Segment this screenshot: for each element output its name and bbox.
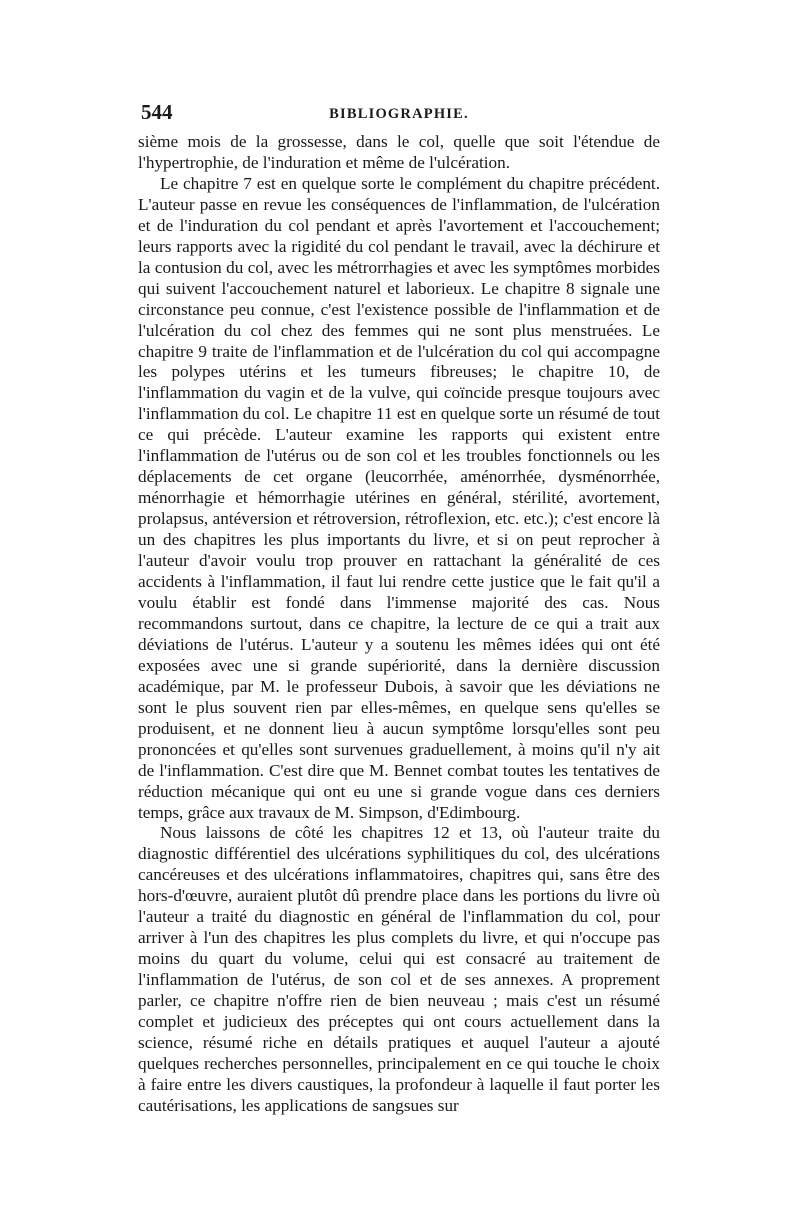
paragraph-chapters-7-11: Le chapitre 7 est en quelque sorte le complément du chapitre précédent. L'auteur passe en revue les conséquences de l'inflammation, de l'ulcération et de l'induration du col pendant et après l'avortement et l'accouchement; leurs rapports avec la rigidité du col pendant le travail, avec la déchirure et la contusion du col, avec les métrorrhagies et avec les symptômes morbides qui suivent l'accouchement naturel et laborieux. Le chapitre 8 signale une circonstance peu connue, c'est l'existence possible de l'inflammation et de l'ulcération du col chez des femmes qui ne sont plus menstruées. Le chapitre 9 traite de l'inflammation et de l'ulcération du col qui accompagne les polypes utérins et les tumeurs fibreuses; le chapitre 10, de l'inflammation du vagin et de la vulve, qui coïncide presque toujours avec l'inflammation du col. Le chapitre 11 est en quelque sorte un résumé de tout ce qui précède. L'auteur examine les rapports qui existent entre l'inflammation de l'utérus ou de son col et les troubles fonctionnels ou les déplacements de cet organe (leucorrhée, aménorrhée, dysménorrhée, ménorrhagie et hémorrhagie utérines en général, stérilité, avortement, prolapsus, antéversion et rétroversion, rétroflexion, etc. etc.); c'est encore là un des chapitres les plus importants du livre, et si on peut reprocher à l'auteur d'avoir voulu trop prouver en rattachant la généralité de ces accidents à l'inflammation, il faut lui rendre cette justice que le fait qu'il a voulu établir est fondé dans l'immense majorité des cas. Nous recommandons surtout, dans ce chapitre, la lecture de ce qui a trait aux déviations de l'utérus. L'auteur y a soutenu les mêmes idées qui ont été exposées avec une si grande supériorité, dans la dernière discussion académique, par M. le professeur Dubois, à savoir que les déviations ne sont le plus souvent rien par elles-mêmes, en quelque sens qu'elles se produisent, et ne donnent lieu à aucun symptôme lorsqu'elles sont peu prononcées et qu'elles sont survenues graduellement, à moins qu'il n'y ait de l'inflammation. C'est dire que M. Bennet combat toutes les tentatives de réduction mécanique qui ont eu une si grande vogue dans ces derniers temps, grâce aux travaux de M. Simpson, d'Edimbourg. bbox=[138, 173, 660, 822]
page-number: 544 bbox=[141, 100, 173, 124]
paragraph-continuation: sième mois de la grossesse, dans le col, quelle que soit l'étendue de l'hypertrophie, de l'induration et même de l'ulcération. bbox=[138, 132, 660, 172]
running-head: BIBLIOGRAPHIE. bbox=[329, 106, 469, 122]
page-header bbox=[138, 100, 660, 128]
paragraph-chapters-12-13: Nous laissons de côté les chapitres 12 et 13, où l'auteur traite du diagnostic différentiel des ulcérations syphilitiques du col, des ulcérations cancéreuses et des ulcérations inflammatoires, chapitres qui, sans être des hors-d'œuvre, auraient plutôt dû prendre place dans les portions du livre où l'auteur a traité du diagnostic en général de l'inflammation du col, pour arriver à l'un des chapitres les plus complets du livre, et qui n'occupe pas moins du quart du volume, celui qui est consacré au traitement de l'inflammation de l'utérus, de son col et de ses annexes. A proprement parler, ce chapitre n'offre rien de bien neuveau ; mais c'est un résumé complet et judicieux des préceptes qui ont cours actuellement dans la science, résumé riche en détails pratiques et auquel l'auteur a ajouté quelques recherches personnelles, principalement en ce qui touche le choix à faire entre les divers caustiques, la profondeur à laquelle il faut porter les cautérisations, les applications de sangsues sur bbox=[138, 823, 660, 1115]
book-page bbox=[138, 100, 660, 1117]
body-text bbox=[138, 132, 660, 1117]
